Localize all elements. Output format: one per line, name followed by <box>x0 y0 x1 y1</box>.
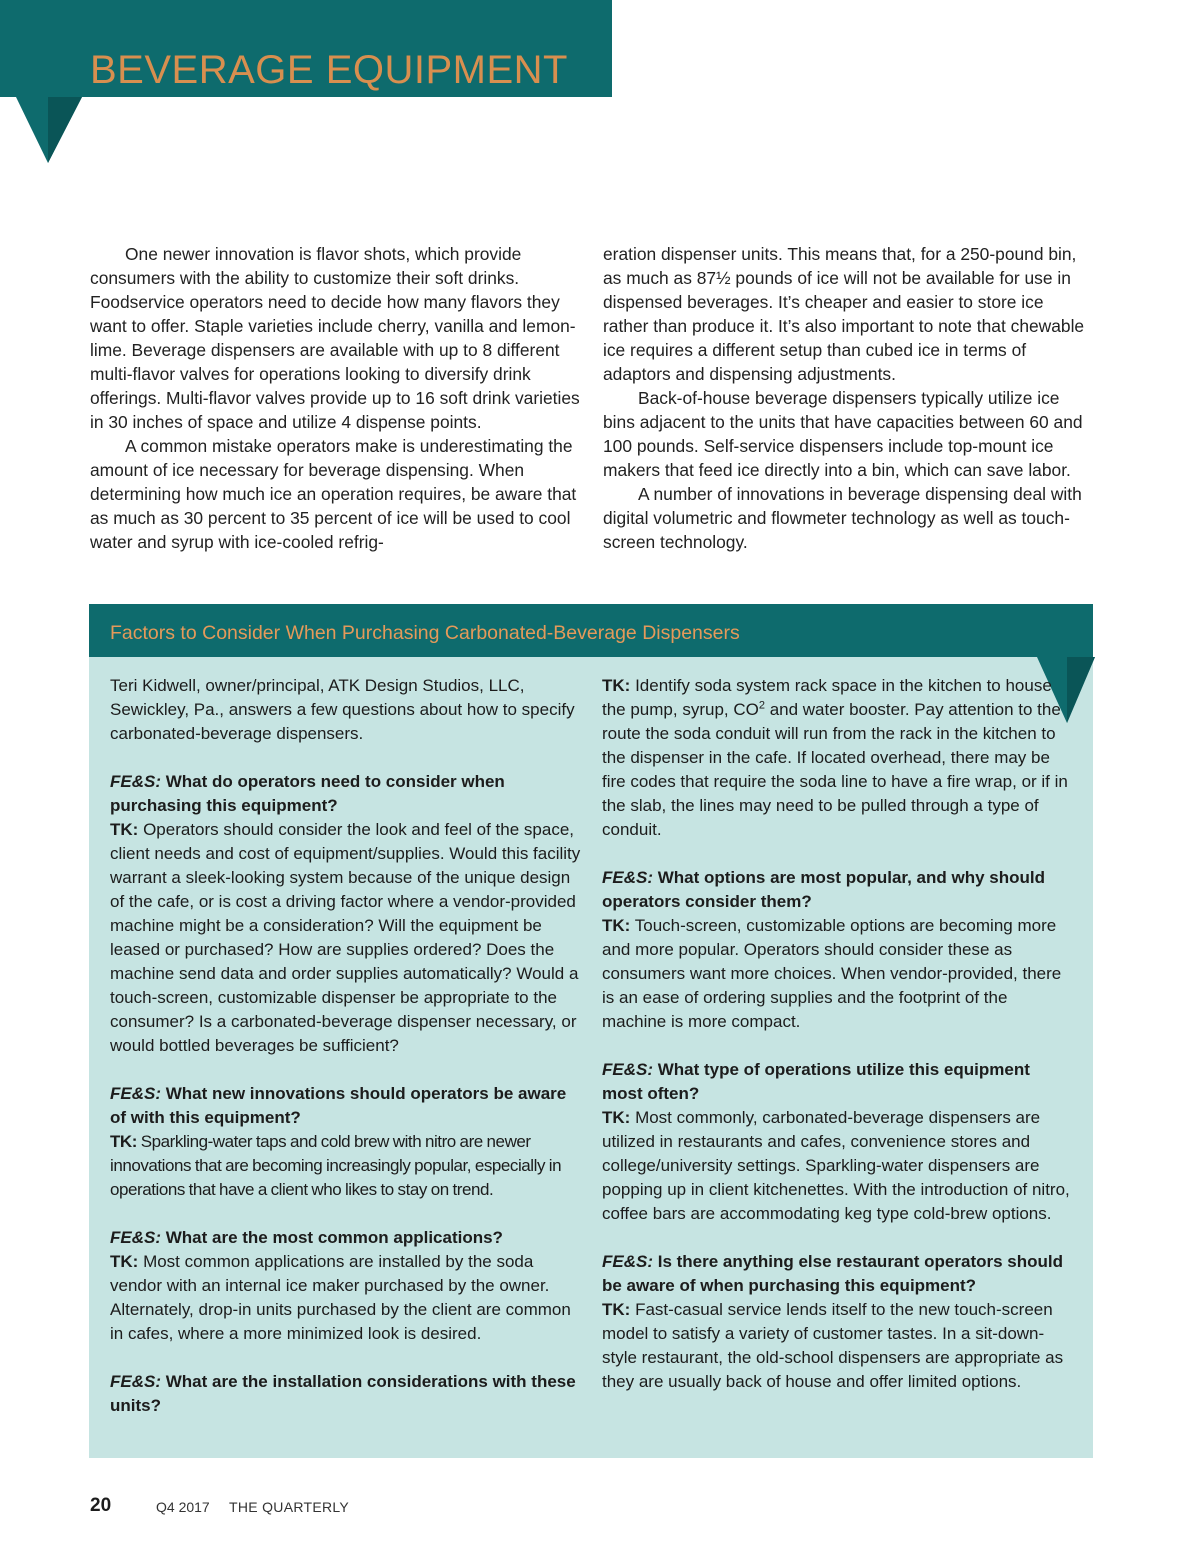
answer-lead: TK: <box>602 1108 631 1127</box>
issue-label: Q4 2017 <box>156 1499 210 1515</box>
article-column-left <box>90 242 580 554</box>
question <box>602 866 1074 914</box>
question <box>110 1082 582 1130</box>
article-paragraph: One newer innovation is flavor shots, which provide consumers with the ability to customize their soft drinks. Foodservice operators need to decide how many flavors they want to offer. Staple varieties include cherry, vanilla and lemon-lime. Beverage dispensers are available with up to 8 different multi-flavor valves for operations looking to diversify drink offerings. Multi-flavor valves provide up to 16 soft drink varieties in 30 inches of space and utilize 4 dispense points. <box>90 244 580 432</box>
answer-text: Operators should consider the look and feel of the space, client needs and cost of equipment/supplies. Would this facility warrant a sleek-looking system because of the unique design of the cafe, or is cost a driving factor where a vendor-provided machine might be a consideration? Will the equipment be leased or purchased? How are supplies ordered? Does the machine send data and order supplies automatically? Would a touch-screen, customizable dispenser be appropriate to the consumer? Is a carbonated-beverage dispenser necessary, or would bottled beverages be sufficient? <box>110 820 581 1055</box>
answer-text: Identify soda system rack space in the kitchen to house the pump, syrup, CO <box>602 676 1052 719</box>
sidebar-title: Factors to Consider When Purchasing Carbonated-Beverage Dispensers <box>110 622 740 644</box>
question-lead: FE&S: <box>110 1372 161 1391</box>
answer-lead: TK: <box>110 820 139 839</box>
question-text: What are the most common applications? <box>165 1228 503 1247</box>
question <box>602 1250 1074 1298</box>
answer <box>602 1298 1074 1394</box>
answer-lead: TK: <box>602 676 631 695</box>
question-text: What options are most popular, and why should operators consider them? <box>602 868 1045 911</box>
answer <box>110 1250 582 1346</box>
answer-text: and water booster. Pay attention to the route the soda conduit will run from the rack in the kitchen to the dispenser in the cafe. If located overhead, there may be fire codes that require the soda line to have a fire wrap, or if in the slab, the lines may need to be pulled through a type of conduit. <box>602 700 1068 839</box>
page-number: 20 <box>90 1495 112 1516</box>
answer-superscript: 2 <box>758 699 765 712</box>
question-lead: FE&S: <box>602 1060 653 1079</box>
answer-lead: TK: <box>110 1252 139 1271</box>
answer <box>602 674 1074 842</box>
question-lead: FE&S: <box>110 1228 161 1247</box>
section-title: BEVERAGE EQUIPMENT <box>90 48 568 92</box>
question-text: What new innovations should operators be aware of with this equipment? <box>110 1084 567 1127</box>
sidebar-header <box>89 604 1093 657</box>
sidebar-column-left <box>110 674 582 1418</box>
answer-text: Fast-casual service lends itself to the new touch-screen model to satisfy a variety of customer tastes. In a sit-down-style restaurant, the old-school dispensers are appropriate as they are usually back of house and offer limited options. <box>602 1300 1064 1391</box>
sidebar-column-right <box>602 674 1074 1394</box>
article-paragraph: eration dispenser units. This means that, for a 250-pound bin, as much as 87½ pounds of ice will not be available for use in dispensed beverages. It’s cheaper and easier to store ice rather than produce it. It’s also important to note that chewable ice requires a different setup than cubed ice in terms of adaptors and dispensing adjustments. <box>603 244 1085 384</box>
question-text: What type of operations utilize this equipment most often? <box>602 1060 1030 1103</box>
article-column-right <box>603 242 1093 554</box>
article-paragraph: A number of innovations in beverage dispensing deal with digital volumetric and flowmeter technology as well as touch-screen technology. <box>603 484 1082 552</box>
answer-lead: TK: <box>602 916 631 935</box>
question-lead: FE&S: <box>110 1084 161 1103</box>
answer-text: Sparkling-water taps and cold brew with nitro are newer innovations that are becoming increasingly popular, especially in operations that have a client who likes to stay on trend. <box>110 1132 562 1199</box>
qa-sidebar <box>89 604 1093 1458</box>
question <box>602 1058 1074 1106</box>
question <box>110 1226 582 1250</box>
question <box>110 1370 582 1418</box>
question-text: What are the installation considerations with these units? <box>110 1372 576 1415</box>
article-paragraph: A common mistake operators make is underestimating the amount of ice necessary for beverage dispensing. When determining how much ice an operation requires, be aware that as much as 30 percent to 35 percent of ice will be used to cool water and syrup with ice-cooled refrig- <box>90 436 577 552</box>
answer-text: Most commonly, carbonated-beverage dispensers are utilized in restaurants and cafes, convenience stores and college/university settings. Sparkling-water dispensers are popping up in client kitchenettes. With the introduction of nitro, coffee bars are accommodating keg type cold-brew options. <box>602 1108 1070 1223</box>
answer-text: Most common applications are installed by the soda vendor with an internal ice maker purchased by the owner. Alternately, drop-in units purchased by the client are common in cafes, where a more minimized look is desired. <box>110 1252 571 1343</box>
header-arrow-icon <box>16 97 82 163</box>
question-lead: FE&S: <box>602 868 653 887</box>
answer-lead: TK: <box>602 1300 631 1319</box>
publication-name: THE QUARTERLY <box>229 1499 350 1515</box>
answer <box>110 818 582 1058</box>
question-text: Is there anything else restaurant operators should be aware of when purchasing this equipment? <box>602 1252 1064 1295</box>
answer <box>602 1106 1074 1226</box>
question-lead: FE&S: <box>110 772 161 791</box>
question-lead: FE&S: <box>602 1252 653 1271</box>
article-paragraph: Back-of-house beverage dispensers typically utilize ice bins adjacent to the units that have capacities between 60 and 100 pounds. Self-service dispensers include top-mount ice makers that feed ice directly into a bin, which can save labor. <box>603 388 1083 480</box>
question <box>110 770 582 818</box>
answer <box>110 1130 582 1202</box>
answer-text: Touch-screen, customizable options are becoming more and more popular. Operators should consider these as consumers want more choices. When vendor-provided, there is an ease of ordering supplies and the footprint of the machine is more compact. <box>602 916 1062 1031</box>
question-text: What do operators need to consider when purchasing this equipment? <box>110 772 505 815</box>
answer-lead: TK: <box>110 1132 137 1151</box>
sidebar-intro: Teri Kidwell, owner/principal, ATK Design Studios, LLC, Sewickley, Pa., answers a few questions about how to specify carbonated-beverage dispensers. <box>110 676 575 743</box>
answer <box>602 914 1074 1034</box>
